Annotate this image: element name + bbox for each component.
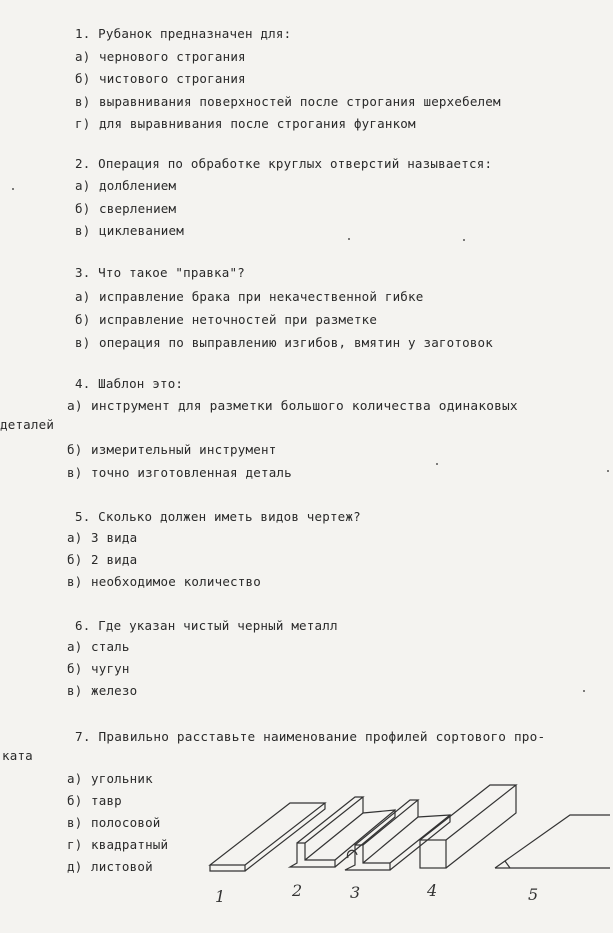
question-5-answer-a: а) 3 вида	[67, 530, 138, 545]
question-7-answer-b: б) тавр	[67, 793, 122, 808]
profile-label-3: 3	[350, 883, 361, 902]
scan-speck	[607, 470, 609, 472]
question-7-answer-a: а) угольник	[67, 771, 153, 786]
scan-speck	[348, 238, 350, 240]
profile-strip-drawing	[210, 803, 325, 871]
profile-label-5: 5	[528, 885, 539, 904]
question-3-title: 3. Что такое "правка"?	[75, 265, 245, 280]
question-4-answer-a: а) инструмент для разметки большого количества одинаковых	[67, 399, 518, 414]
scan-speck	[583, 690, 585, 692]
question-2-answer-c: в) циклеванием	[75, 223, 184, 238]
question-4-answer-a-cont: деталей	[0, 417, 55, 432]
question-7-answer-d: г) квадратный	[67, 837, 169, 852]
question-1-answer-c: в) выравнивания поверхностей после строгания шерхебелем	[75, 94, 501, 109]
question-5-title: 5. Сколько должен иметь видов чертеж?	[75, 509, 361, 524]
profiles-drawing	[205, 775, 613, 929]
question-3-answer-b: б) исправление неточностей при разметке	[75, 312, 378, 327]
question-7-answer-e: д) листовой	[67, 859, 153, 874]
question-6-title: 6. Где указан чистый черный металл	[75, 618, 338, 633]
question-5-answer-c: в) необходимое количество	[67, 574, 261, 589]
question-6-answer-c: в) железо	[67, 683, 138, 698]
question-4-title: 4. Шаблон это:	[75, 376, 184, 391]
profile-angle-drawing-2	[345, 800, 450, 870]
question-1-answer-a: а) чернового строгания	[75, 49, 246, 64]
profile-label-2: 2	[292, 881, 303, 900]
question-6-answer-b: б) чугун	[67, 661, 130, 676]
question-1-title: 1. Рубанок предназначен для:	[75, 26, 292, 41]
profile-sheet-drawing	[495, 815, 610, 868]
question-2-answer-b: б) сверлением	[75, 201, 177, 216]
question-5-answer-b: б) 2 вида	[67, 552, 138, 567]
question-3-answer-c: в) операция по выправлению изгибов, вмятин у заготовок	[75, 335, 494, 350]
question-7-answer-c: в) полосовой	[67, 815, 161, 830]
question-4-answer-b: б) измерительный инструмент	[67, 442, 277, 457]
question-2-title: 2. Операция по обработке круглых отверстий называется:	[75, 156, 493, 171]
question-4-answer-c: в) точно изготовленная деталь	[67, 465, 292, 480]
question-1-answer-d: г) для выравнивания после строгания фуганком	[75, 116, 416, 131]
question-2-answer-a: а) долблением	[75, 178, 177, 193]
profile-square-drawing	[420, 785, 516, 868]
profile-label-4: 4	[427, 881, 438, 900]
question-7-title-cont: ката	[2, 748, 33, 763]
profile-label-1: 1	[215, 887, 226, 906]
question-3-answer-a: а) исправление брака при некачественной гибке	[75, 289, 424, 304]
question-1-answer-b: б) чистового строгания	[75, 71, 246, 86]
scan-speck	[436, 463, 438, 465]
question-6-answer-a: а) сталь	[67, 639, 130, 654]
profiles-svg	[205, 775, 613, 929]
scan-speck	[463, 239, 465, 241]
scan-speck	[12, 188, 14, 190]
question-7-title: 7. Правильно расставьте наименование профилей сортового про-	[75, 729, 546, 744]
